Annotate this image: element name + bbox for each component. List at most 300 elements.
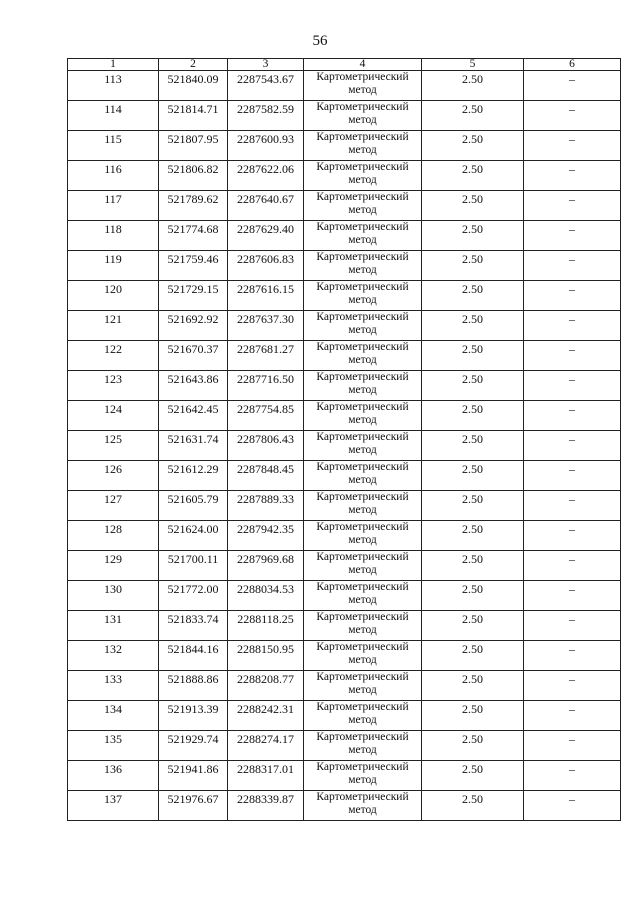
table-row xyxy=(68,311,621,341)
accuracy-cell xyxy=(422,311,524,341)
method-cell-text: Картометрический метод xyxy=(316,161,409,186)
note-cell-text: – xyxy=(569,582,575,596)
accuracy-cell-text: 2.50 xyxy=(462,102,483,116)
accuracy-cell-text: 2.50 xyxy=(462,192,483,206)
point-number-cell-text: 135 xyxy=(104,732,122,746)
y-coordinate-cell xyxy=(228,611,304,641)
accuracy-cell xyxy=(422,461,524,491)
x-coordinate-cell xyxy=(159,701,228,731)
table-row xyxy=(68,641,621,671)
y-coordinate-cell-text: 2287622.06 xyxy=(237,162,294,176)
method-cell xyxy=(304,671,422,701)
accuracy-cell-text: 2.50 xyxy=(462,492,483,506)
column-header: 4 xyxy=(304,59,422,71)
note-cell xyxy=(524,581,621,611)
accuracy-cell xyxy=(422,641,524,671)
point-number-cell xyxy=(68,431,159,461)
accuracy-cell-text: 2.50 xyxy=(462,672,483,686)
y-coordinate-cell-text: 2288317.01 xyxy=(237,762,294,776)
point-number-cell-text: 129 xyxy=(104,552,122,566)
point-number-cell xyxy=(68,461,159,491)
accuracy-cell xyxy=(422,191,524,221)
point-number-cell xyxy=(68,641,159,671)
accuracy-cell-text: 2.50 xyxy=(462,432,483,446)
point-number-cell-text: 122 xyxy=(104,342,122,356)
note-cell xyxy=(524,551,621,581)
x-coordinate-cell-text: 521643.86 xyxy=(167,372,219,386)
y-coordinate-cell-text: 2287848.45 xyxy=(237,462,294,476)
accuracy-cell-text: 2.50 xyxy=(462,162,483,176)
point-number-cell xyxy=(68,341,159,371)
accuracy-cell-text: 2.50 xyxy=(462,462,483,476)
x-coordinate-cell-text: 521700.11 xyxy=(167,552,219,566)
note-cell-text: – xyxy=(569,492,575,506)
point-number-cell xyxy=(68,401,159,431)
x-coordinate-cell xyxy=(159,101,228,131)
table-row xyxy=(68,491,621,521)
y-coordinate-cell xyxy=(228,581,304,611)
accuracy-cell xyxy=(422,431,524,461)
point-number-cell xyxy=(68,611,159,641)
accuracy-cell xyxy=(422,401,524,431)
method-cell xyxy=(304,731,422,761)
note-cell-text: – xyxy=(569,642,575,656)
note-cell-text: – xyxy=(569,432,575,446)
y-coordinate-cell xyxy=(228,491,304,521)
method-cell-text: Картометрический метод xyxy=(316,191,409,216)
page-number: 56 xyxy=(312,33,328,49)
x-coordinate-cell-text: 521840.09 xyxy=(167,72,219,86)
accuracy-cell xyxy=(422,701,524,731)
note-cell-text: – xyxy=(569,312,575,326)
method-cell xyxy=(304,311,422,341)
y-coordinate-cell-text: 2287942.35 xyxy=(237,522,294,536)
x-coordinate-cell-text: 521806.82 xyxy=(167,162,219,176)
point-number-cell xyxy=(68,371,159,401)
accuracy-cell xyxy=(422,281,524,311)
method-cell-text: Картометрический метод xyxy=(316,341,409,366)
y-coordinate-cell-text: 2287969.68 xyxy=(237,552,294,566)
y-coordinate-cell-text: 2287716.50 xyxy=(237,372,294,386)
note-cell-text: – xyxy=(569,192,575,206)
point-number-cell xyxy=(68,191,159,221)
method-cell xyxy=(304,491,422,521)
y-coordinate-cell xyxy=(228,671,304,701)
method-cell xyxy=(304,101,422,131)
point-number-cell-text: 125 xyxy=(104,432,122,446)
x-coordinate-cell-text: 521789.62 xyxy=(167,192,219,206)
y-coordinate-cell xyxy=(228,71,304,101)
y-coordinate-cell xyxy=(228,461,304,491)
point-number-cell xyxy=(68,131,159,161)
accuracy-cell-text: 2.50 xyxy=(462,762,483,776)
x-coordinate-cell xyxy=(159,281,228,311)
point-number-cell-text: 116 xyxy=(104,162,122,176)
method-cell xyxy=(304,461,422,491)
y-coordinate-cell xyxy=(228,401,304,431)
y-coordinate-cell xyxy=(228,281,304,311)
method-cell xyxy=(304,431,422,461)
accuracy-cell xyxy=(422,551,524,581)
note-cell xyxy=(524,401,621,431)
x-coordinate-cell xyxy=(159,461,228,491)
method-cell xyxy=(304,581,422,611)
point-number-cell xyxy=(68,701,159,731)
accuracy-cell xyxy=(422,791,524,821)
x-coordinate-cell xyxy=(159,431,228,461)
method-cell-text: Картометрический метод xyxy=(316,551,409,576)
accuracy-cell xyxy=(422,671,524,701)
column-header: 6 xyxy=(524,59,621,71)
note-cell xyxy=(524,701,621,731)
accuracy-cell-text: 2.50 xyxy=(462,792,483,806)
table-row xyxy=(68,731,621,761)
point-number-cell-text: 134 xyxy=(104,702,122,716)
y-coordinate-cell-text: 2287640.67 xyxy=(237,192,294,206)
y-coordinate-cell-text: 2287600.93 xyxy=(237,132,294,146)
method-cell-text: Картометрический метод xyxy=(316,71,409,96)
y-coordinate-cell xyxy=(228,161,304,191)
method-cell xyxy=(304,371,422,401)
y-coordinate-cell-text: 2288242.31 xyxy=(237,702,294,716)
x-coordinate-cell xyxy=(159,371,228,401)
method-cell xyxy=(304,161,422,191)
y-coordinate-cell-text: 2288339.87 xyxy=(237,792,294,806)
accuracy-cell xyxy=(422,251,524,281)
accuracy-cell-text: 2.50 xyxy=(462,252,483,266)
x-coordinate-cell-text: 521631.74 xyxy=(167,432,219,446)
note-cell-text: – xyxy=(569,282,575,296)
note-cell xyxy=(524,101,621,131)
accuracy-cell-text: 2.50 xyxy=(462,402,483,416)
x-coordinate-cell xyxy=(159,341,228,371)
note-cell-text: – xyxy=(569,732,575,746)
method-cell-text: Картометрический метод xyxy=(316,761,409,786)
y-coordinate-cell-text: 2287616.15 xyxy=(237,282,294,296)
x-coordinate-cell xyxy=(159,161,228,191)
point-number-cell xyxy=(68,491,159,521)
method-cell-text: Картометрический метод xyxy=(316,791,409,816)
y-coordinate-cell xyxy=(228,521,304,551)
note-cell xyxy=(524,521,621,551)
x-coordinate-cell xyxy=(159,611,228,641)
table-row xyxy=(68,281,621,311)
point-number-cell-text: 119 xyxy=(104,252,122,266)
point-number-cell xyxy=(68,791,159,821)
x-coordinate-cell-text: 521814.71 xyxy=(167,102,219,116)
method-cell xyxy=(304,131,422,161)
table-row xyxy=(68,461,621,491)
x-coordinate-cell xyxy=(159,191,228,221)
y-coordinate-cell xyxy=(228,221,304,251)
table-row xyxy=(68,791,621,821)
accuracy-cell xyxy=(422,371,524,401)
point-number-cell xyxy=(68,251,159,281)
method-cell-text: Картометрический метод xyxy=(316,671,409,696)
point-number-cell-text: 113 xyxy=(104,72,122,86)
accuracy-cell-text: 2.50 xyxy=(462,312,483,326)
table-row xyxy=(68,131,621,161)
x-coordinate-cell xyxy=(159,311,228,341)
method-cell-text: Картометрический метод xyxy=(316,281,409,306)
method-cell xyxy=(304,791,422,821)
note-cell xyxy=(524,461,621,491)
method-cell-text: Картометрический метод xyxy=(316,431,409,456)
note-cell xyxy=(524,671,621,701)
x-coordinate-cell-text: 521605.79 xyxy=(167,492,219,506)
x-coordinate-cell xyxy=(159,791,228,821)
accuracy-cell-text: 2.50 xyxy=(462,642,483,656)
accuracy-cell xyxy=(422,731,524,761)
note-cell xyxy=(524,161,621,191)
note-cell xyxy=(524,491,621,521)
method-cell-text: Картометрический метод xyxy=(316,311,409,336)
note-cell-text: – xyxy=(569,672,575,686)
method-cell xyxy=(304,341,422,371)
x-coordinate-cell xyxy=(159,641,228,671)
point-number-cell-text: 136 xyxy=(104,762,122,776)
x-coordinate-cell-text: 521624.00 xyxy=(167,522,219,536)
method-cell-text: Картометрический метод xyxy=(316,611,409,636)
point-number-cell-text: 133 xyxy=(104,672,122,686)
point-number-cell-text: 115 xyxy=(104,132,122,146)
note-cell xyxy=(524,341,621,371)
note-cell xyxy=(524,221,621,251)
x-coordinate-cell-text: 521642.45 xyxy=(167,402,219,416)
point-number-cell-text: 124 xyxy=(104,402,122,416)
point-number-cell xyxy=(68,581,159,611)
point-number-cell xyxy=(68,71,159,101)
method-cell xyxy=(304,401,422,431)
x-coordinate-cell-text: 521807.95 xyxy=(167,132,219,146)
x-coordinate-cell xyxy=(159,671,228,701)
x-coordinate-cell xyxy=(159,221,228,251)
table-row xyxy=(68,521,621,551)
note-cell-text: – xyxy=(569,792,575,806)
point-number-cell xyxy=(68,311,159,341)
accuracy-cell xyxy=(422,161,524,191)
accuracy-cell-text: 2.50 xyxy=(462,282,483,296)
x-coordinate-cell xyxy=(159,491,228,521)
method-cell-text: Картометрический метод xyxy=(316,371,409,396)
method-cell xyxy=(304,551,422,581)
accuracy-cell xyxy=(422,611,524,641)
y-coordinate-cell-text: 2288034.53 xyxy=(237,582,294,596)
table-row xyxy=(68,191,621,221)
point-number-cell-text: 128 xyxy=(104,522,122,536)
table-row xyxy=(68,671,621,701)
note-cell xyxy=(524,791,621,821)
method-cell xyxy=(304,221,422,251)
table-row xyxy=(68,101,621,131)
table-row xyxy=(68,221,621,251)
point-number-cell-text: 132 xyxy=(104,642,122,656)
x-coordinate-cell-text: 521888.86 xyxy=(167,672,219,686)
x-coordinate-cell xyxy=(159,551,228,581)
x-coordinate-cell-text: 521833.74 xyxy=(167,612,219,626)
note-cell xyxy=(524,281,621,311)
method-cell xyxy=(304,521,422,551)
table-row xyxy=(68,71,621,101)
note-cell-text: – xyxy=(569,462,575,476)
note-cell-text: – xyxy=(569,252,575,266)
note-cell-text: – xyxy=(569,222,575,236)
point-number-cell-text: 137 xyxy=(104,792,122,806)
table-row xyxy=(68,251,621,281)
coordinates-table xyxy=(67,58,621,821)
y-coordinate-cell-text: 2288274.17 xyxy=(237,732,294,746)
y-coordinate-cell xyxy=(228,731,304,761)
method-cell-text: Картометрический метод xyxy=(316,221,409,246)
method-cell xyxy=(304,281,422,311)
point-number-cell xyxy=(68,521,159,551)
coordinates-table-body xyxy=(68,59,621,821)
accuracy-cell-text: 2.50 xyxy=(462,342,483,356)
y-coordinate-cell xyxy=(228,641,304,671)
note-cell-text: – xyxy=(569,72,575,86)
y-coordinate-cell xyxy=(228,761,304,791)
table-header-row xyxy=(68,59,621,71)
method-cell-text: Картометрический метод xyxy=(316,131,409,156)
x-coordinate-cell xyxy=(159,131,228,161)
y-coordinate-cell-text: 2288150.95 xyxy=(237,642,294,656)
note-cell-text: – xyxy=(569,342,575,356)
y-coordinate-cell xyxy=(228,371,304,401)
note-cell-text: – xyxy=(569,552,575,566)
y-coordinate-cell-text: 2287637.30 xyxy=(237,312,294,326)
y-coordinate-cell xyxy=(228,341,304,371)
point-number-cell xyxy=(68,101,159,131)
point-number-cell-text: 114 xyxy=(104,102,122,116)
note-cell xyxy=(524,731,621,761)
note-cell xyxy=(524,611,621,641)
x-coordinate-cell-text: 521913.39 xyxy=(167,702,219,716)
table-row xyxy=(68,581,621,611)
point-number-cell xyxy=(68,671,159,701)
x-coordinate-cell-text: 521612.29 xyxy=(167,462,219,476)
accuracy-cell xyxy=(422,131,524,161)
note-cell xyxy=(524,71,621,101)
note-cell xyxy=(524,641,621,671)
table-row xyxy=(68,371,621,401)
y-coordinate-cell xyxy=(228,311,304,341)
accuracy-cell xyxy=(422,221,524,251)
x-coordinate-cell-text: 521929.74 xyxy=(167,732,219,746)
y-coordinate-cell xyxy=(228,791,304,821)
y-coordinate-cell xyxy=(228,191,304,221)
accuracy-cell xyxy=(422,101,524,131)
y-coordinate-cell-text: 2287754.85 xyxy=(237,402,294,416)
y-coordinate-cell-text: 2288208.77 xyxy=(237,672,294,686)
accuracy-cell xyxy=(422,761,524,791)
column-header: 1 xyxy=(68,59,159,71)
table-row xyxy=(68,611,621,641)
y-coordinate-cell xyxy=(228,131,304,161)
point-number-cell xyxy=(68,161,159,191)
y-coordinate-cell xyxy=(228,251,304,281)
note-cell-text: – xyxy=(569,132,575,146)
method-cell-text: Картометрический метод xyxy=(316,731,409,756)
note-cell-text: – xyxy=(569,402,575,416)
note-cell-text: – xyxy=(569,762,575,776)
accuracy-cell xyxy=(422,521,524,551)
x-coordinate-cell xyxy=(159,761,228,791)
note-cell xyxy=(524,311,621,341)
point-number-cell xyxy=(68,551,159,581)
accuracy-cell xyxy=(422,491,524,521)
method-cell-text: Картометрический метод xyxy=(316,101,409,126)
y-coordinate-cell-text: 2287543.67 xyxy=(237,72,294,86)
accuracy-cell xyxy=(422,71,524,101)
point-number-cell-text: 118 xyxy=(104,222,122,236)
x-coordinate-cell-text: 521759.46 xyxy=(167,252,219,266)
point-number-cell-text: 126 xyxy=(104,462,122,476)
method-cell-text: Картометрический метод xyxy=(316,641,409,666)
accuracy-cell xyxy=(422,341,524,371)
table-row xyxy=(68,161,621,191)
column-header: 5 xyxy=(422,59,524,71)
note-cell-text: – xyxy=(569,162,575,176)
method-cell xyxy=(304,641,422,671)
y-coordinate-cell xyxy=(228,431,304,461)
accuracy-cell-text: 2.50 xyxy=(462,732,483,746)
accuracy-cell xyxy=(422,581,524,611)
accuracy-cell-text: 2.50 xyxy=(462,582,483,596)
x-coordinate-cell xyxy=(159,401,228,431)
method-cell-text: Картометрический метод xyxy=(316,461,409,486)
method-cell xyxy=(304,761,422,791)
x-coordinate-cell xyxy=(159,731,228,761)
point-number-cell xyxy=(68,281,159,311)
y-coordinate-cell-text: 2288118.25 xyxy=(237,612,294,626)
note-cell-text: – xyxy=(569,612,575,626)
x-coordinate-cell xyxy=(159,251,228,281)
x-coordinate-cell-text: 521729.15 xyxy=(167,282,219,296)
note-cell-text: – xyxy=(569,702,575,716)
note-cell-text: – xyxy=(569,102,575,116)
method-cell xyxy=(304,191,422,221)
x-coordinate-cell-text: 521692.92 xyxy=(167,312,219,326)
accuracy-cell-text: 2.50 xyxy=(462,72,483,86)
point-number-cell xyxy=(68,221,159,251)
method-cell-text: Картометрический метод xyxy=(316,251,409,276)
x-coordinate-cell xyxy=(159,521,228,551)
method-cell-text: Картометрический метод xyxy=(316,401,409,426)
point-number-cell-text: 127 xyxy=(104,492,122,506)
y-coordinate-cell-text: 2287681.27 xyxy=(237,342,294,356)
point-number-cell xyxy=(68,761,159,791)
point-number-cell-text: 117 xyxy=(104,192,122,206)
point-number-cell-text: 121 xyxy=(104,312,122,326)
table-row xyxy=(68,431,621,461)
point-number-cell-text: 120 xyxy=(104,282,122,296)
x-coordinate-cell-text: 521941.86 xyxy=(167,762,219,776)
x-coordinate-cell-text: 521844.16 xyxy=(167,642,219,656)
x-coordinate-cell-text: 521976.67 xyxy=(167,792,219,806)
note-cell xyxy=(524,371,621,401)
accuracy-cell-text: 2.50 xyxy=(462,522,483,536)
table-row xyxy=(68,701,621,731)
point-number-cell-text: 131 xyxy=(104,612,122,626)
note-cell xyxy=(524,131,621,161)
note-cell xyxy=(524,251,621,281)
x-coordinate-cell xyxy=(159,71,228,101)
note-cell-text: – xyxy=(569,522,575,536)
y-coordinate-cell-text: 2287606.83 xyxy=(237,252,294,266)
y-coordinate-cell xyxy=(228,101,304,131)
column-header: 3 xyxy=(228,59,304,71)
table-row xyxy=(68,761,621,791)
